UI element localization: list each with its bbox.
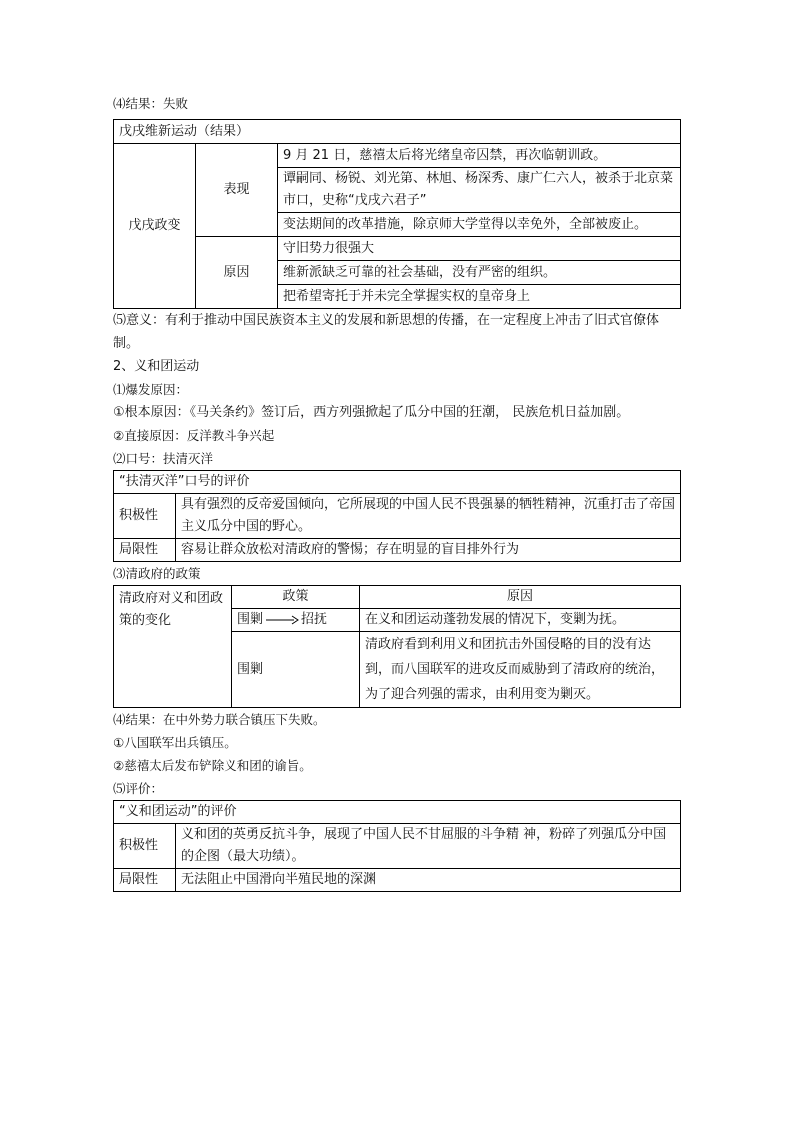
outbreak-heading: ⑴爆发原因： [113, 382, 189, 397]
eval-heading: ⑸评价： [113, 781, 164, 796]
policy-change-cell [232, 609, 360, 632]
meaning-paragraph: ⑸意义：有利于推动中国民族资本主义的发展和新思想的传播，在一定程度上冲击了旧式官僚体制。 [113, 313, 660, 351]
policy-2: 围剿 [232, 632, 360, 708]
policy-table [113, 585, 681, 708]
cause-root: ①根本原因：《马关条约》签订后，西方列强掀起了瓜分中国的狂潮， 民族危机日益加剧。 [113, 405, 630, 420]
yihetuan-eval-table [113, 800, 681, 892]
biaoxian-item: 变法期间的改革措施，除京师大学堂得以幸免外，全部被废止。 [278, 213, 681, 237]
wuxu-table-title: 戊戌维新运动（结果） [114, 120, 681, 144]
biaoxian-item: 9 月 21 日，慈禧太后将光绪皇帝囚禁，再次临朝训政。 [278, 144, 681, 168]
section-heading-yihetuan: 2、义和团运动 [113, 359, 200, 374]
slogan-heading: ⑵口号：扶清灭洋 [113, 451, 214, 466]
col-header-reason: 原因 [360, 586, 681, 609]
document-page [113, 92, 681, 892]
limit-text: 容易让群众放松对清政府的警惕；存在明显的盲目排外行为 [176, 539, 681, 562]
cause-direct: ②直接原因：反洋教斗争兴起 [113, 428, 275, 443]
policy-from: 围剿 [237, 612, 264, 627]
policy-reason-2: 清政府看到利用义和团抗击外国侵略的目的没有达到，而八国联军的进攻反而威胁到了清政府的统治，为了迎合列强的需求，由利用变为剿灭。 [360, 632, 681, 708]
wuxu-result-table [113, 119, 681, 309]
result-heading-1: ⑷结果：失败 [113, 96, 189, 111]
result-item-2: ②慈禧太后发布铲除义和团的谕旨。 [113, 758, 312, 773]
result-item-1: ①八国联军出兵镇压。 [113, 735, 237, 750]
biaoxian-label: 表现 [196, 144, 278, 237]
wuxu-coup-label: 戊戌政变 [114, 144, 196, 309]
slogan-table-title: “扶清灭洋”口号的评价 [114, 471, 681, 494]
policy-reason-1: 在义和团运动蓬勃发展的情况下，变剿为抚。 [360, 609, 681, 632]
policy-left-label: 清政府对义和团政策的变化 [114, 586, 232, 708]
yuanyin-item: 维新派缺乏可靠的社会基础，没有严密的组织。 [278, 261, 681, 285]
policy-heading: ⑶清政府的政策 [113, 566, 201, 581]
eval-positive-text: 义和团的英勇反抗斗争，展现了中国人民不甘屈服的斗争精 神，粉碎了列强瓜分中国的企图（最大功绩）。 [176, 824, 681, 869]
yuanyin-item: 把希望寄托于并未完全掌握实权的皇帝身上 [278, 285, 681, 309]
eval-limit-text: 无法阻止中国滑向半殖民地的深渊 [176, 869, 681, 892]
limit-label: 局限性 [114, 539, 176, 562]
yuanyin-item: 守旧势力很强大 [278, 237, 681, 261]
positive-text: 具有强烈的反帝爱国倾向，它所展现的中国人民不畏强暴的牺牲精神，沉重打击了帝国主义瓜分中国的野心。 [176, 494, 681, 539]
eval-positive-label: 积极性 [114, 824, 176, 869]
eval-limit-label: 局限性 [114, 869, 176, 892]
eval-table-title: “义和团运动”的评价 [114, 801, 681, 824]
yuanyin-label: 原因 [196, 237, 278, 309]
policy-to: 招抚 [301, 612, 328, 627]
result-heading-2: ⑷结果：在中外势力联合镇压下失败。 [113, 712, 326, 727]
biaoxian-item: 谭嗣同、杨锐、刘光第、林旭、杨深秀、康广仁六人，被杀于北京菜市口，史称“戊戌六君子” [278, 168, 681, 213]
positive-label: 积极性 [114, 494, 176, 539]
arrow-right-icon [265, 615, 299, 625]
col-header-policy: 政策 [232, 586, 360, 609]
slogan-eval-table [113, 470, 681, 562]
